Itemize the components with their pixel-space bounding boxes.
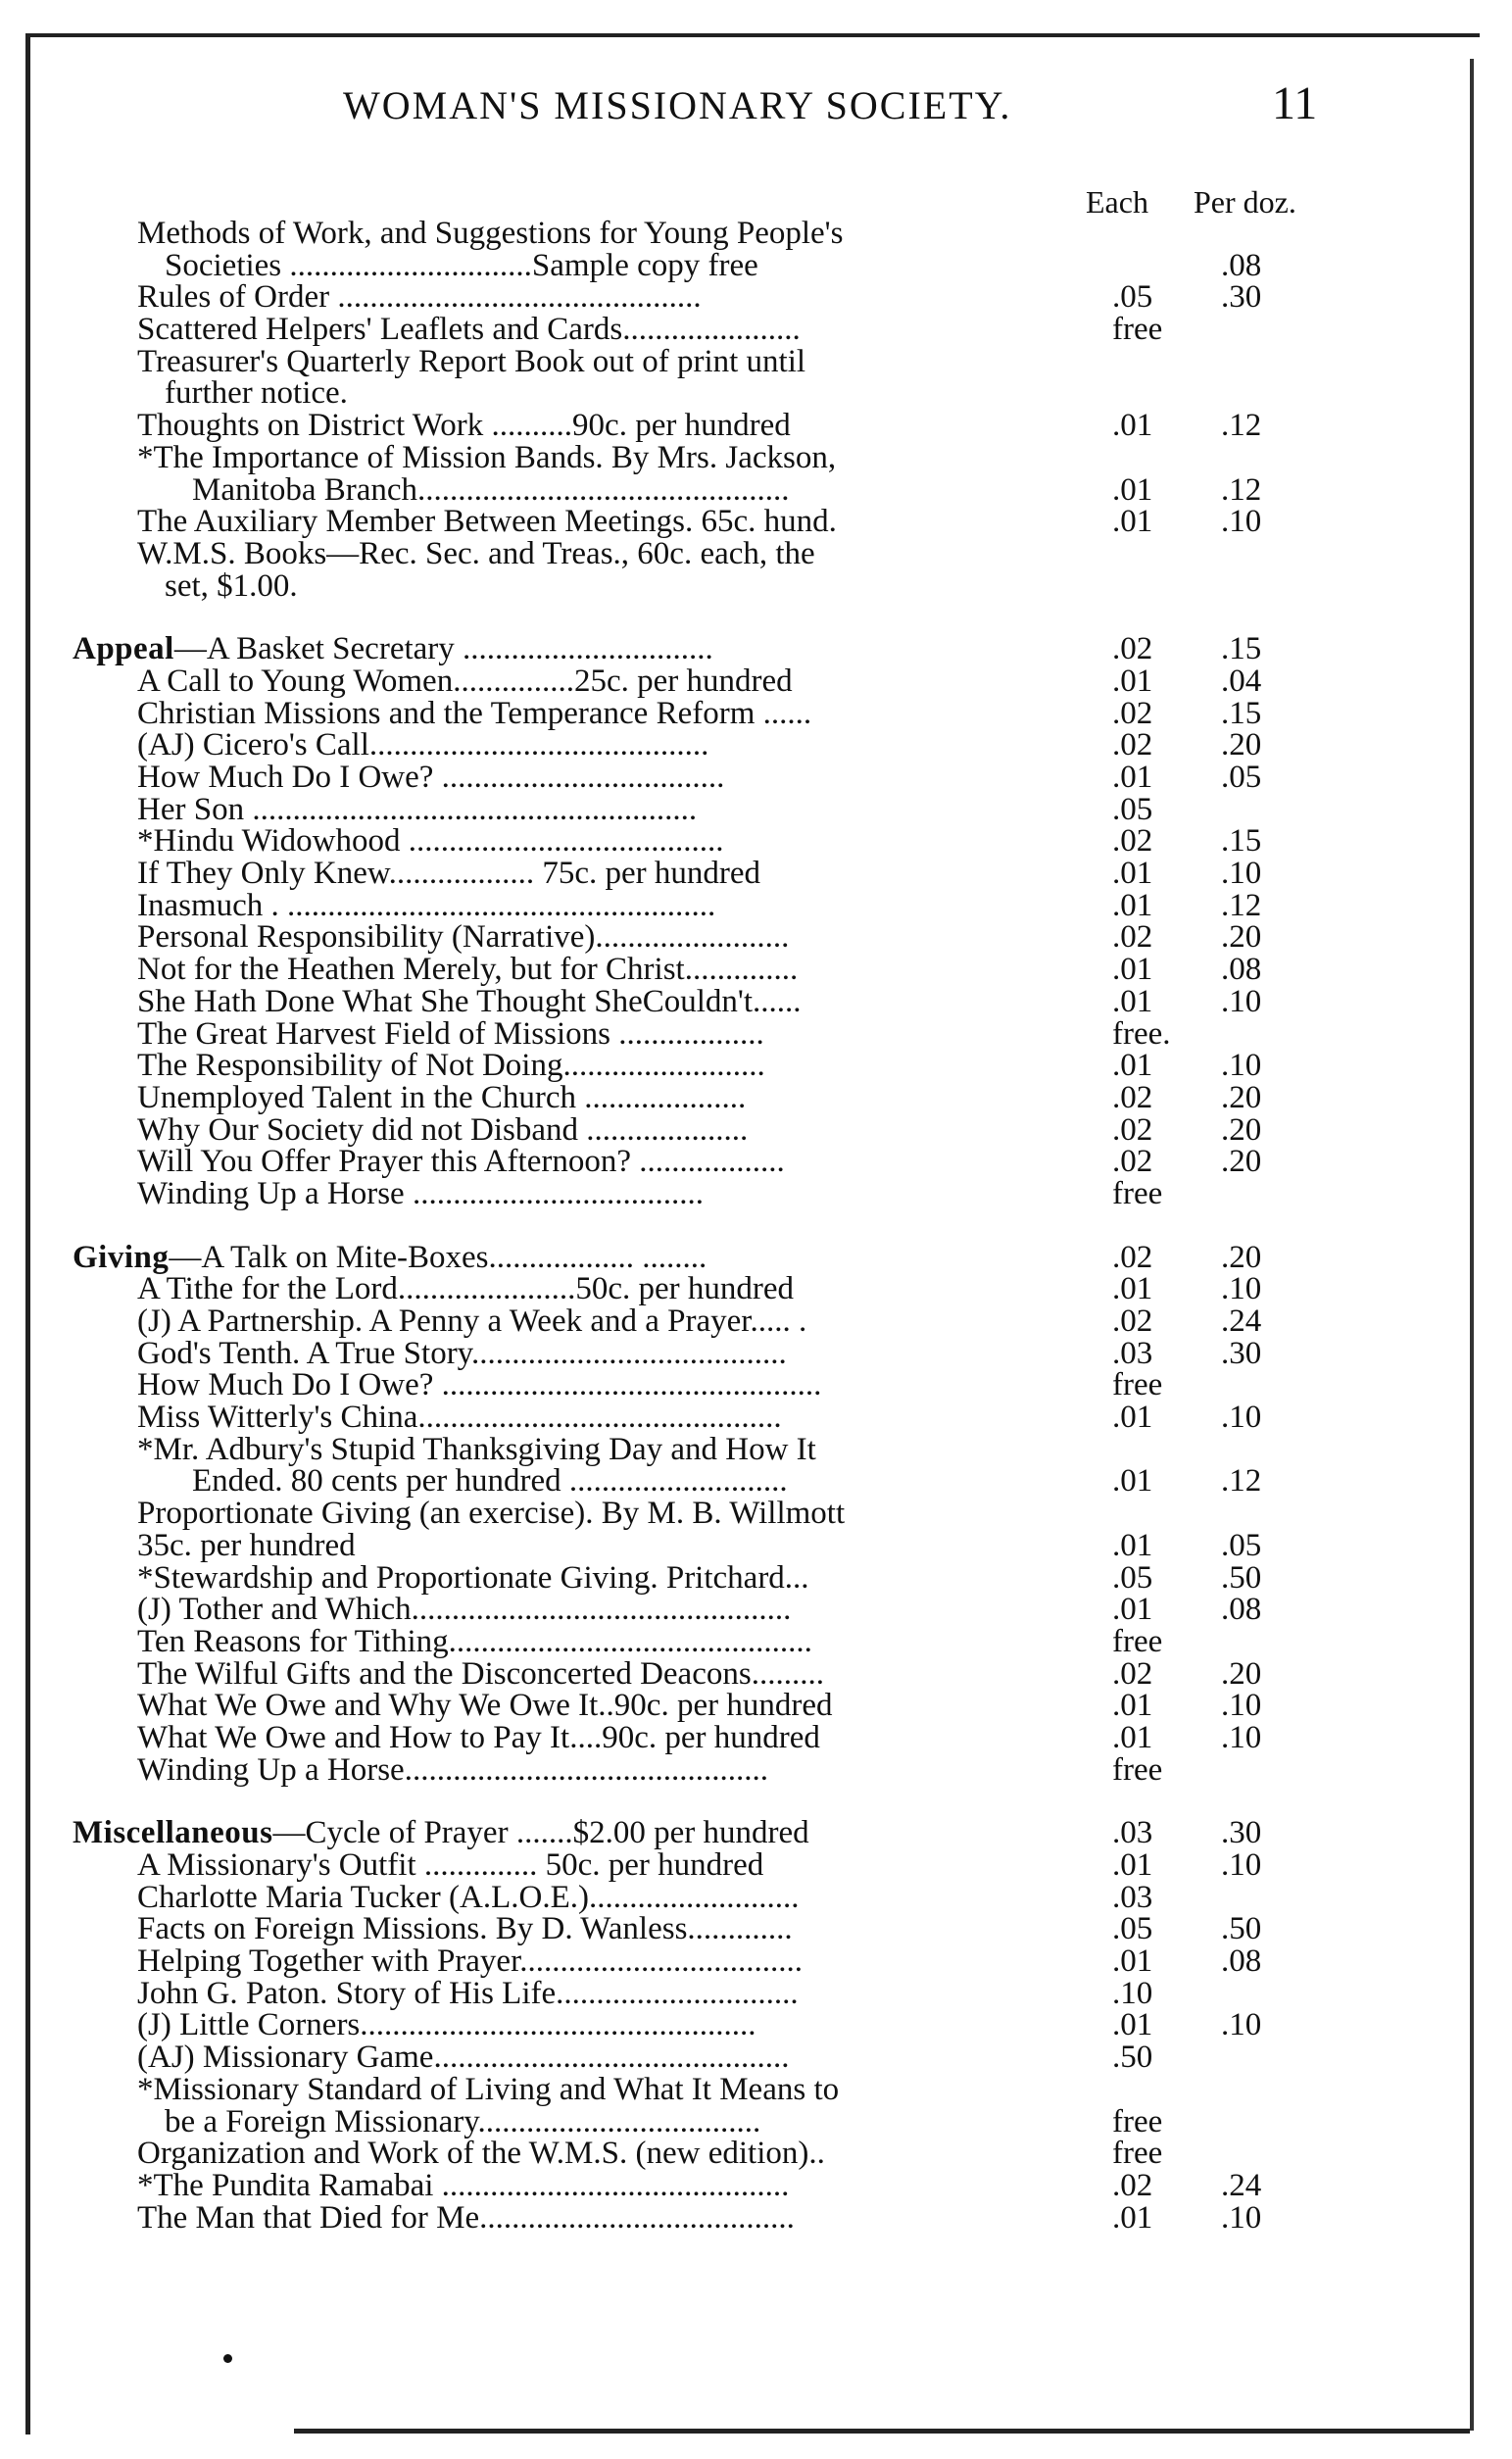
list-item [0, 1402, 1512, 1434]
list-item [0, 506, 1512, 538]
list-item [0, 1273, 1512, 1305]
list-item [0, 1527, 1512, 1563]
item-title-text: Winding Up a Horse .................................... [137, 1175, 704, 1211]
list-item [0, 1146, 1512, 1178]
item-title [137, 1079, 747, 1115]
item-title [137, 1879, 800, 1915]
item-title [137, 1015, 764, 1052]
item-title [137, 1402, 782, 1434]
item-title [137, 1623, 812, 1659]
item-title [137, 1050, 765, 1082]
item-title [73, 1239, 707, 1275]
price-each: free [1112, 1367, 1163, 1403]
item-title-text: (J) A Partnership. A Penny a Week and a Prayer..... . [137, 1303, 807, 1339]
price-each: .01 [1112, 1592, 1153, 1628]
item-title-text: (AJ) Missionary Game............................................ [137, 2040, 790, 2076]
list-item [0, 921, 1512, 954]
item-title-text: Inasmuch . ..................................................... [137, 887, 716, 923]
top-rule [29, 33, 1480, 37]
item-title [137, 1751, 768, 1788]
item-title [137, 1305, 806, 1338]
item-title [192, 1465, 788, 1498]
page-number: 11 [1272, 77, 1318, 129]
item-title [165, 247, 758, 283]
item-title [137, 921, 789, 954]
price-per-doz: .10 [1221, 2007, 1262, 2043]
item-title [73, 1817, 809, 1849]
price-list [0, 218, 1512, 2234]
item-title [137, 1335, 787, 1371]
price-each: .03 [1112, 1879, 1153, 1915]
item-title-text: The Wilful Gifts and the Disconcerted Deacons......... [137, 1655, 824, 1692]
price-per-doz: .20 [1221, 1079, 1262, 1115]
price-per-doz: .15 [1221, 823, 1262, 860]
item-title [73, 633, 713, 665]
item-title-text: *The Importance of Mission Bands. By Mrs. Jackson, [137, 439, 837, 475]
price-per-doz: .08 [1221, 952, 1262, 988]
price-each: .01 [1112, 1271, 1153, 1307]
price-each: free [1112, 1175, 1163, 1211]
price-each: .01 [1112, 887, 1153, 923]
list-item [0, 1719, 1512, 1755]
item-title [137, 1273, 794, 1305]
list-item [0, 410, 1512, 442]
price-each: free [1112, 312, 1163, 348]
item-title [137, 2138, 825, 2170]
item-title-text: Thoughts on District Work ..........90c. per hundred [137, 408, 791, 444]
item-title-text: She Hath Done What She Thought SheCouldn't...... [137, 983, 802, 1019]
item-title-text: Ten Reasons for Tithing............................................. [137, 1623, 812, 1659]
item-title [165, 2103, 761, 2139]
price-per-doz: .24 [1221, 1303, 1262, 1339]
list-item [0, 887, 1512, 923]
price-each: .05 [1112, 279, 1153, 316]
list-item [0, 1050, 1512, 1082]
list-item [0, 535, 1512, 571]
price-per-doz: .10 [1221, 1688, 1262, 1724]
item-title-text: Personal Responsibility (Narrative)........................ [137, 919, 790, 956]
item-title-text: Helping Together with Prayer................................... [137, 1943, 803, 1980]
price-each: .01 [1112, 2199, 1153, 2236]
item-title-text: Christian Missions and the Temperance Reform ...... [137, 695, 812, 731]
list-item [0, 1465, 1512, 1498]
item-title-text: John G. Paton. Story of His Life.............................. [137, 1975, 799, 2011]
item-title [137, 2009, 756, 2041]
price-per-doz: .20 [1221, 727, 1262, 763]
item-title-text: A Tithe for the Lord......................50c. per hundred [137, 1271, 795, 1307]
price-each: .01 [1112, 2007, 1153, 2043]
item-title [137, 791, 698, 827]
price-each: .01 [1112, 663, 1153, 699]
list-item [0, 858, 1512, 890]
item-title-text: set, $1.00. [165, 567, 298, 604]
price-per-doz: .05 [1221, 760, 1262, 795]
item-title [137, 1527, 1083, 1563]
list-item [0, 1655, 1512, 1692]
price-per-doz: .15 [1221, 631, 1262, 667]
item-title [137, 218, 843, 250]
item-title-text: The Responsibility of Not Doing......................... [137, 1048, 765, 1084]
price-each: .01 [1112, 1847, 1153, 1883]
price-per-doz: .15 [1221, 695, 1262, 731]
item-title [137, 2041, 789, 2074]
list-item [0, 1623, 1512, 1659]
price-per-doz: .10 [1221, 504, 1262, 540]
item-title [165, 377, 348, 410]
list-item [0, 281, 1512, 314]
item-title [137, 729, 708, 762]
section-gap [0, 602, 1512, 633]
price-per-doz: .12 [1221, 471, 1262, 508]
list-item [0, 1111, 1512, 1148]
item-title [137, 2071, 840, 2107]
page-header [0, 76, 1512, 135]
item-title [137, 535, 815, 571]
item-title [137, 1369, 821, 1402]
column-header-each: Each [1086, 184, 1148, 220]
list-item [0, 1817, 1512, 1849]
bottom-rule [294, 2429, 1470, 2434]
item-title [137, 1690, 832, 1722]
list-item [0, 1559, 1512, 1596]
item-title [137, 410, 791, 442]
price-per-doz: .20 [1221, 1239, 1262, 1275]
item-title [137, 281, 702, 314]
price-each: free [1112, 1751, 1163, 1788]
item-title [137, 1975, 799, 2011]
item-title-text: (J) Little Corners................................................. [137, 2007, 756, 2043]
list-item [0, 567, 1512, 604]
item-title-text: The Great Harvest Field of Missions .................. [137, 1015, 764, 1052]
price-each: .02 [1112, 1111, 1153, 1148]
item-title-text: Why Our Society did not Disband .................... [137, 1111, 749, 1148]
price-each: .02 [1112, 1144, 1153, 1180]
item-title-text: God's Tenth. A True Story....................................... [137, 1335, 787, 1371]
item-title-text: 35c. per hundred [137, 1527, 356, 1563]
list-item [0, 2103, 1512, 2139]
price-per-doz: .10 [1221, 1271, 1262, 1307]
price-each: .02 [1112, 1655, 1153, 1692]
bullet-mark [223, 2354, 232, 2363]
list-item [0, 1975, 1512, 2011]
list-item [0, 1175, 1512, 1211]
item-title-text: Rules of Order ............................................. [137, 279, 702, 316]
list-item [0, 1945, 1512, 1978]
list-item [0, 1335, 1512, 1371]
item-title [137, 1175, 704, 1211]
item-title-text: A Missionary's Outfit .............. 50c. per hundred [137, 1847, 764, 1883]
price-per-doz: .04 [1221, 663, 1262, 699]
price-each: .01 [1112, 1943, 1153, 1980]
item-title-text: The Man that Died for Me....................................... [137, 2199, 795, 2236]
item-title [137, 858, 760, 890]
list-item [0, 377, 1512, 410]
price-per-doz: .10 [1221, 983, 1262, 1019]
price-per-doz: .30 [1221, 1335, 1262, 1371]
list-item [0, 2009, 1512, 2041]
item-title [137, 1849, 763, 1882]
item-title-text: *Missionary Standard of Living and What It Means to [137, 2071, 840, 2107]
section-gap [0, 1210, 1512, 1242]
item-title [137, 887, 716, 923]
price-per-doz: .20 [1221, 919, 1262, 956]
price-each: .01 [1112, 1527, 1153, 1563]
list-item [0, 825, 1512, 858]
item-title-text: How Much Do I Owe? ............................................... [137, 1367, 822, 1403]
price-each: .01 [1112, 1719, 1153, 1755]
price-per-doz: .12 [1221, 408, 1262, 444]
price-per-doz: .10 [1221, 1847, 1262, 1883]
item-title-text: Methods of Work, and Suggestions for Young People's [137, 216, 844, 251]
price-each: .02 [1112, 1239, 1153, 1275]
item-title-text: Societies ..............................Sample copy free [165, 247, 758, 283]
item-title [137, 1146, 785, 1178]
item-title [137, 954, 798, 986]
price-per-doz: .08 [1221, 1592, 1262, 1628]
price-each: .02 [1112, 919, 1153, 956]
price-per-doz: .24 [1221, 2167, 1262, 2203]
item-title-text: Unemployed Talent in the Church .................... [137, 1079, 747, 1115]
list-item [0, 314, 1512, 346]
item-title [137, 1719, 820, 1755]
item-title-text: Treasurer's Quarterly Report Book out of print until [137, 343, 806, 379]
price-per-doz: .10 [1221, 856, 1262, 892]
price-per-doz: .10 [1221, 1719, 1262, 1755]
section-heading: Miscellaneous [73, 1815, 273, 1851]
price-each: .03 [1112, 1335, 1153, 1371]
item-title [165, 567, 298, 604]
price-per-doz: .08 [1221, 1943, 1262, 1980]
item-title-text: How Much Do I Owe? ................................... [137, 760, 725, 795]
price-per-doz: .50 [1221, 1911, 1262, 1947]
item-title [137, 1498, 845, 1530]
price-per-doz: .10 [1221, 1400, 1262, 1436]
list-item [0, 1690, 1512, 1722]
list-item [0, 247, 1512, 283]
list-item [0, 633, 1512, 665]
section-gap [0, 1786, 1512, 1817]
price-each: .02 [1112, 2167, 1153, 2203]
list-item [0, 439, 1512, 475]
item-title [137, 762, 724, 794]
running-title: WOMAN'S MISSIONARY SOCIETY. [343, 83, 1012, 127]
price-each: free [1112, 2136, 1163, 2172]
list-item [0, 1879, 1512, 1915]
price-per-doz: .20 [1221, 1655, 1262, 1692]
price-per-doz: .20 [1221, 1111, 1262, 1148]
list-item [0, 983, 1512, 1019]
price-each: .02 [1112, 695, 1153, 731]
list-item [0, 1305, 1512, 1338]
list-item [0, 343, 1512, 379]
section-heading: Giving [73, 1239, 170, 1275]
list-item [0, 471, 1512, 508]
column-header-per-doz: Per doz. [1194, 184, 1296, 220]
item-title-text: Will You Offer Prayer this Afternoon? .................. [137, 1144, 785, 1180]
price-per-doz: .08 [1221, 247, 1262, 283]
list-item [0, 1913, 1512, 1945]
price-per-doz: .12 [1221, 887, 1262, 923]
price-per-doz: .30 [1221, 279, 1262, 316]
item-title-text: *The Pundita Ramabai ........................................... [137, 2167, 790, 2203]
list-item [0, 2199, 1512, 2236]
list-item [0, 1498, 1512, 1530]
list-item [0, 762, 1512, 794]
price-per-doz: .12 [1221, 1463, 1262, 1500]
item-title-text: The Auxiliary Member Between Meetings. 65c. hund. [137, 504, 837, 540]
item-title-text: (J) Tother and Which............................................... [137, 1592, 792, 1628]
section-heading: Appeal [73, 631, 174, 667]
price-each: .01 [1112, 408, 1153, 444]
list-item [0, 1079, 1512, 1115]
price-each: .01 [1112, 1463, 1153, 1500]
item-title-text: Charlotte Maria Tucker (A.L.O.E.).......................... [137, 1879, 800, 1915]
price-per-doz: .10 [1221, 1048, 1262, 1084]
item-title [137, 1655, 824, 1692]
item-title-text: A Call to Young Women...............25c. per hundred [137, 663, 793, 699]
price-each: .05 [1112, 1559, 1153, 1596]
item-title-text: Manitoba Branch.............................................. [192, 471, 790, 508]
price-each: .02 [1112, 1079, 1153, 1115]
price-each: .01 [1112, 1400, 1153, 1436]
price-per-doz: .30 [1221, 1815, 1262, 1851]
list-item [0, 1751, 1512, 1788]
price-each: free [1112, 1623, 1163, 1659]
list-item [0, 1369, 1512, 1402]
item-title-text: be a Foreign Missionary................................... [165, 2103, 761, 2139]
list-item [0, 665, 1512, 698]
item-title [137, 825, 723, 858]
price-per-doz: .05 [1221, 1527, 1262, 1563]
item-title [137, 2167, 790, 2203]
list-item [0, 2071, 1512, 2107]
item-title-text: Scattered Helpers' Leaflets and Cards...................... [137, 312, 801, 348]
price-each: .01 [1112, 952, 1153, 988]
list-item [0, 2167, 1512, 2203]
list-item [0, 1849, 1512, 1882]
item-title [137, 314, 801, 346]
price-each: .02 [1112, 1303, 1153, 1339]
price-each: .01 [1112, 760, 1153, 795]
item-title [192, 471, 790, 508]
list-item [0, 791, 1512, 827]
item-title-text: *Hindu Widowhood ....................................... [137, 823, 724, 860]
item-title-text: —Cycle of Prayer .......$2.00 per hundred [272, 1815, 809, 1851]
list-item [0, 218, 1512, 250]
item-title [137, 439, 837, 475]
item-title [137, 1913, 793, 1945]
item-title-text: Winding Up a Horse............................................. [137, 1751, 768, 1788]
item-title [137, 983, 802, 1019]
price-each: .50 [1112, 2040, 1153, 2076]
item-title [137, 1431, 816, 1467]
price-each: .01 [1112, 856, 1153, 892]
item-title [137, 2199, 795, 2236]
item-title-text: What We Owe and How to Pay It....90c. per hundred [137, 1719, 820, 1755]
item-title [137, 1559, 809, 1596]
list-item [0, 1015, 1512, 1052]
price-each: .02 [1112, 631, 1153, 667]
price-each: .01 [1112, 983, 1153, 1019]
item-title-text: Proportionate Giving (an exercise). By M. B. Willmott [137, 1496, 846, 1532]
item-title-text: (AJ) Cicero's Call.......................................... [137, 727, 709, 763]
price-each: .01 [1112, 504, 1153, 540]
price-each: free [1112, 2103, 1163, 2139]
item-title-text: further notice. [165, 375, 348, 412]
list-item [0, 1431, 1512, 1467]
item-title-text: W.M.S. Books—Rec. Sec. and Treas., 60c. each, the [137, 535, 815, 571]
price-each: .02 [1112, 823, 1153, 860]
item-title [137, 665, 793, 698]
item-title [137, 343, 806, 379]
price-per-doz: .10 [1221, 2199, 1262, 2236]
price-each: .10 [1112, 1975, 1153, 2011]
price-each: free. [1112, 1015, 1171, 1052]
item-title [137, 1111, 749, 1148]
list-item [0, 954, 1512, 986]
item-title-text: *Mr. Adbury's Stupid Thanksgiving Day and How It [137, 1431, 816, 1467]
list-item [0, 1239, 1512, 1275]
item-title-text: —A Basket Secretary ............................... [173, 631, 713, 667]
price-each: .01 [1112, 1688, 1153, 1724]
list-item [0, 1594, 1512, 1626]
price-each: .02 [1112, 727, 1153, 763]
price-each: .01 [1112, 471, 1153, 508]
price-each: .03 [1112, 1815, 1153, 1851]
price-each: .05 [1112, 791, 1153, 827]
item-title-text: *Stewardship and Proportionate Giving. Pritchard... [137, 1559, 809, 1596]
item-title [137, 1945, 803, 1978]
item-title-text: Ended. 80 cents per hundred ........................... [192, 1463, 788, 1500]
item-title-text: Miss Witterly's China............................................. [137, 1400, 782, 1436]
item-title-text: Her Son ....................................................... [137, 791, 698, 827]
list-item [0, 2138, 1512, 2170]
item-title-text: Organization and Work of the W.M.S. (new edition).. [137, 2136, 825, 2172]
list-item [0, 2041, 1512, 2074]
item-title-text: If They Only Knew.................. 75c. per hundred [137, 856, 761, 892]
item-title [137, 1594, 791, 1626]
item-title [137, 506, 837, 538]
item-title-text: What We Owe and Why We Owe It..90c. per hundred [137, 1688, 833, 1724]
item-title [137, 695, 812, 731]
list-item [0, 695, 1512, 731]
item-title-text: Not for the Heathen Merely, but for Christ.............. [137, 952, 799, 988]
list-item [0, 729, 1512, 762]
price-each: .01 [1112, 1048, 1153, 1084]
price-per-doz: .50 [1221, 1559, 1262, 1596]
item-title-text: Facts on Foreign Missions. By D. Wanless............. [137, 1911, 793, 1947]
item-title-text: —A Talk on Mite-Boxes.................. ........ [169, 1239, 707, 1275]
price-each: .05 [1112, 1911, 1153, 1947]
price-per-doz: .20 [1221, 1144, 1262, 1180]
